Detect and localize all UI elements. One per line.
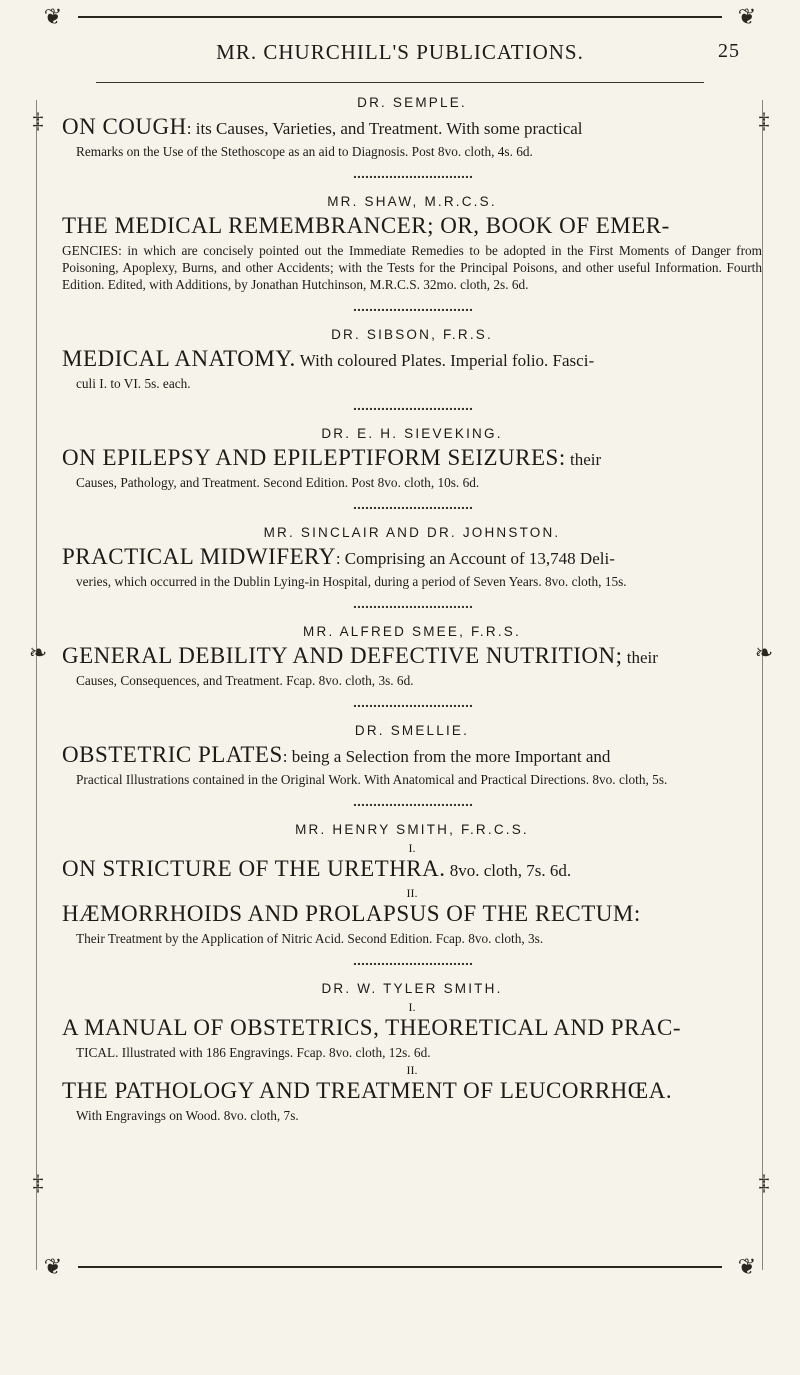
volume-numeral: II.: [406, 1063, 418, 1077]
volume-numeral: I.: [408, 1000, 416, 1014]
author-name: MR. HENRY SMITH, F.R.C.S.: [295, 822, 529, 837]
wavy-divider: [352, 406, 472, 412]
publication-entry: [62, 624, 762, 689]
book-title: A MANUAL OF OBSTETRICS, THEORETICAL AND PRAC-: [62, 1015, 682, 1040]
entry-title-line: [62, 742, 762, 770]
book-title: OBSTETRIC PLATES: [62, 742, 283, 767]
right-border: [762, 100, 763, 1270]
dagger-ornament-icon: ‡: [758, 1170, 770, 1195]
wavy-divider: [352, 703, 472, 709]
entry-title-line: [62, 445, 762, 473]
book-description: Practical Illustrations contained in the Original Work. With Anatomical and Practical Directions. 8vo. cloth, 5s.: [76, 772, 668, 787]
title-continuation: : being a Selection from the more Important and: [282, 747, 611, 766]
title-continuation: 8vo. cloth, 7s. 6d.: [445, 861, 572, 880]
bottom-border: [38, 1254, 762, 1279]
publication-entry: [62, 822, 762, 947]
volume-numeral: II.: [406, 886, 418, 900]
author-name: DR. SEMPLE.: [357, 95, 467, 110]
book-description: GENCIES: in which are concisely pointed out the Immediate Remedies to be adopted in the First Moments of Danger from Poisoning, Apoplexy, Burns, and other Accidents; with the Tests for the Principal Poisons, and other useful Information. Fourth Edition. Edited, with Additions, by Jonathan Hutchinson, M.R.C.S. 32mo. cloth, 2s. 6d.: [62, 243, 762, 292]
entry-title-line: [62, 1078, 762, 1106]
wavy-divider: [352, 505, 472, 511]
page-number: 25: [718, 40, 740, 62]
publication-entry: [62, 525, 762, 590]
book-description: Causes, Pathology, and Treatment. Second Edition. Post 8vo. cloth, 10s. 6d.: [76, 475, 480, 490]
publication-entry: [62, 95, 762, 160]
book-title: GENERAL DEBILITY AND DEFECTIVE NUTRITION;: [62, 643, 623, 668]
running-header: [60, 40, 740, 70]
book-description: Their Treatment by the Application of Nitric Acid. Second Edition. Fcap. 8vo. cloth, 3s.: [76, 931, 544, 946]
book-title: THE PATHOLOGY AND TREATMENT OF LEUCORRHŒA.: [62, 1078, 673, 1103]
dagger-ornament-icon: ‡: [32, 1170, 44, 1195]
book-description: Remarks on the Use of the Stethoscope as an aid to Diagnosis. Post 8vo. cloth, 4s. 6d.: [76, 144, 533, 159]
dagger-ornament-icon: ‡: [758, 108, 770, 133]
entry-title-line: [62, 114, 762, 142]
entry-title-line: [62, 643, 762, 671]
publication-list: [62, 95, 762, 1124]
top-border: [38, 4, 762, 29]
publication-entry: [62, 194, 762, 293]
volume-numeral: I.: [408, 841, 416, 855]
title-continuation: their: [622, 648, 658, 667]
book-title: HÆMORRHOIDS AND PROLAPSUS OF THE RECTUM:: [62, 901, 641, 926]
fleuron-ornament-icon: ❧: [28, 640, 48, 665]
flourish-ornament-icon: ❦: [737, 4, 757, 29]
author-name: MR. SINCLAIR AND DR. JOHNSTON.: [263, 525, 561, 540]
author-name: MR. SHAW, M.R.C.S.: [327, 194, 497, 209]
wavy-divider: [352, 961, 472, 967]
publication-entry: [62, 327, 762, 392]
entry-title-line: [62, 856, 762, 884]
title-continuation: With coloured Plates. Imperial folio. Fasci-: [295, 351, 595, 370]
book-title: ON EPILEPSY AND EPILEPTIFORM SEIZURES:: [62, 445, 566, 470]
book-description: With Engravings on Wood. 8vo. cloth, 7s.: [76, 1108, 299, 1123]
book-description: culi I. to VI. 5s. each.: [76, 376, 191, 391]
flourish-ornament-icon: ❦: [43, 1254, 63, 1279]
author-name: MR. ALFRED SMEE, F.R.S.: [303, 624, 521, 639]
title-continuation: their: [565, 450, 602, 469]
author-name: DR. SIBSON, F.R.S.: [331, 327, 493, 342]
book-title: ON COUGH: [62, 114, 187, 139]
entry-title-line: [62, 1015, 762, 1043]
entry-title-line: [62, 213, 762, 241]
title-continuation: : its Causes, Varieties, and Treatment. With some practical: [186, 119, 583, 138]
dagger-ornament-icon: ‡: [32, 108, 44, 133]
wavy-divider: [352, 604, 472, 610]
entry-title-line: [62, 544, 762, 572]
header-title: MR. CHURCHILL'S PUBLICATIONS.: [216, 40, 584, 64]
entry-title-line: [62, 901, 762, 929]
book-description: TICAL. Illustrated with 186 Engravings. Fcap. 8vo. cloth, 12s. 6d.: [76, 1045, 431, 1060]
publication-entry: [62, 981, 762, 1124]
flourish-ornament-icon: ❦: [43, 4, 63, 29]
book-title: ON STRICTURE OF THE URETHRA.: [62, 856, 446, 881]
publication-entry: [62, 426, 762, 491]
border-rule: [78, 16, 722, 18]
publication-entry: [62, 723, 762, 788]
left-border: [36, 100, 37, 1270]
border-rule: [78, 1266, 722, 1268]
book-title: THE MEDICAL REMEMBRANCER; OR, BOOK OF EMER-: [62, 213, 670, 238]
wavy-divider: [352, 802, 472, 808]
fleuron-ornament-icon: ❧: [754, 640, 774, 665]
flourish-ornament-icon: ❦: [737, 1254, 757, 1279]
author-name: DR. SMELLIE.: [354, 723, 470, 738]
wavy-divider: [352, 307, 472, 313]
entry-title-line: [62, 346, 762, 374]
book-description: veries, which occurred in the Dublin Lying-in Hospital, during a period of Seven Years. 8vo. cloth, 15s.: [76, 574, 627, 589]
header-rule: [96, 82, 704, 83]
book-title: MEDICAL ANATOMY.: [62, 346, 296, 371]
wavy-divider: [352, 174, 472, 180]
title-continuation: : Comprising an Account of 13,748 Deli-: [335, 549, 615, 568]
book-title: PRACTICAL MIDWIFERY: [62, 544, 336, 569]
book-description: Causes, Consequences, and Treatment. Fcap. 8vo. cloth, 3s. 6d.: [76, 673, 414, 688]
author-name: DR. W. TYLER SMITH.: [321, 981, 503, 996]
author-name: DR. E. H. SIEVEKING.: [321, 426, 503, 441]
